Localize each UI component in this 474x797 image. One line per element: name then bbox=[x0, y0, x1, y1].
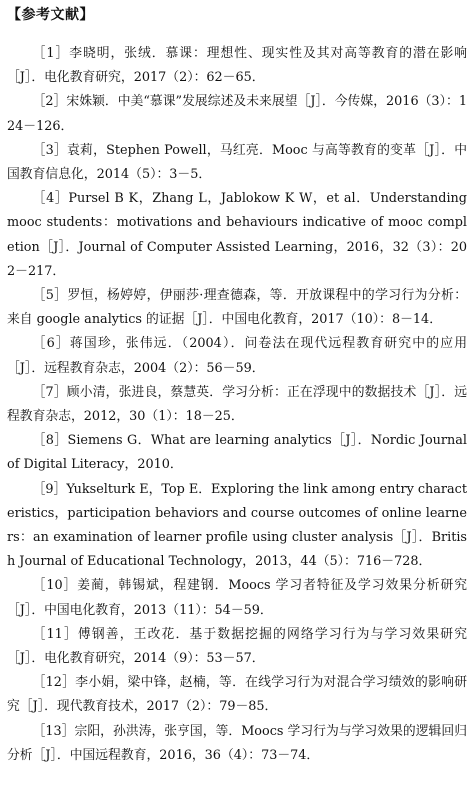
reference-item: ［6］蒋国珍，张伟远．（2004）．问卷法在现代远程教育研究中的应用［J］．远程教育杂志，2004（2）：56－59． bbox=[7, 336, 467, 376]
reference-item: ［11］傅钢善，王改花．基于数据挖掘的网络学习行为与学习效果研究［J］．电化教育研究，2014（9）：53－57． bbox=[7, 626, 467, 667]
reference-item: ［5］罗恒，杨婷婷，伊丽莎·理查德森，等．开放课程中的学习行为分析：来自 google analytics 的证据［J］．中国电化教育，2017（10）：8－14． bbox=[7, 288, 467, 328]
reference-item: ［9］Yukselturk E，Top E．Exploring the link among entry characteristics，participation behaviors and course outcomes of online learners：an examination of learner profile using cluster analysis［J］．British Journal of Educational Technology，2013，44（5）：716－728． bbox=[7, 481, 467, 570]
reference-item: ［1］李晓明，张绒．慕课：理想性、现实性及其对高等教育的潜在影响［J］．电化教育研究，2017（2）：62－65． bbox=[7, 46, 467, 86]
reference-item: ［4］Pursel B K，Zhang L，Jablokow K W，et al．Understanding mooc students：motivations and behaviours indicative of mooc completion［J］．Journal of Computer Assisted Learning，2016，32（3）：202－217． bbox=[7, 191, 467, 279]
reference-item: ［2］宋姝颖．中美“慕课”发展综述及未来展望［J］．今传媒，2016（3）：124－126． bbox=[7, 94, 467, 134]
reference-item: ［10］姜蔺，韩锡斌，程建钢．Moocs 学习者特征及学习效果分析研究［J］．中国电化教育，2013（11）：54－59． bbox=[7, 578, 467, 618]
reference-item: ［12］李小娟，梁中锋，赵楠，等．在线学习行为对混合学习绩效的影响研究［J］．现代教育技术，2017（2）：79－85． bbox=[7, 675, 467, 715]
references-heading: 【参考文献】 bbox=[7, 7, 94, 23]
reference-item: ［8］Siemens G．What are learning analytics［J］．Nordic Journal of Digital Literacy，2010． bbox=[7, 433, 467, 473]
reference-item: ［3］袁莉，Stephen Powell，马红亮．Mooc 与高等教育的变革［J］．中国教育信息化，2014（5）：3－5． bbox=[7, 142, 467, 183]
reference-list bbox=[7, 42, 467, 768]
reference-item: ［7］顾小清，张进良，蔡慧英．学习分析：正在浮现中的数据技术［J］．远程教育杂志，2012，30（1）：18－25． bbox=[7, 384, 467, 425]
reference-item: ［13］宗阳，孙洪涛，张亨国，等．Moocs 学习行为与学习效果的逻辑回归分析［J］．中国远程教育，2016，36（4）：73－74． bbox=[7, 723, 467, 763]
